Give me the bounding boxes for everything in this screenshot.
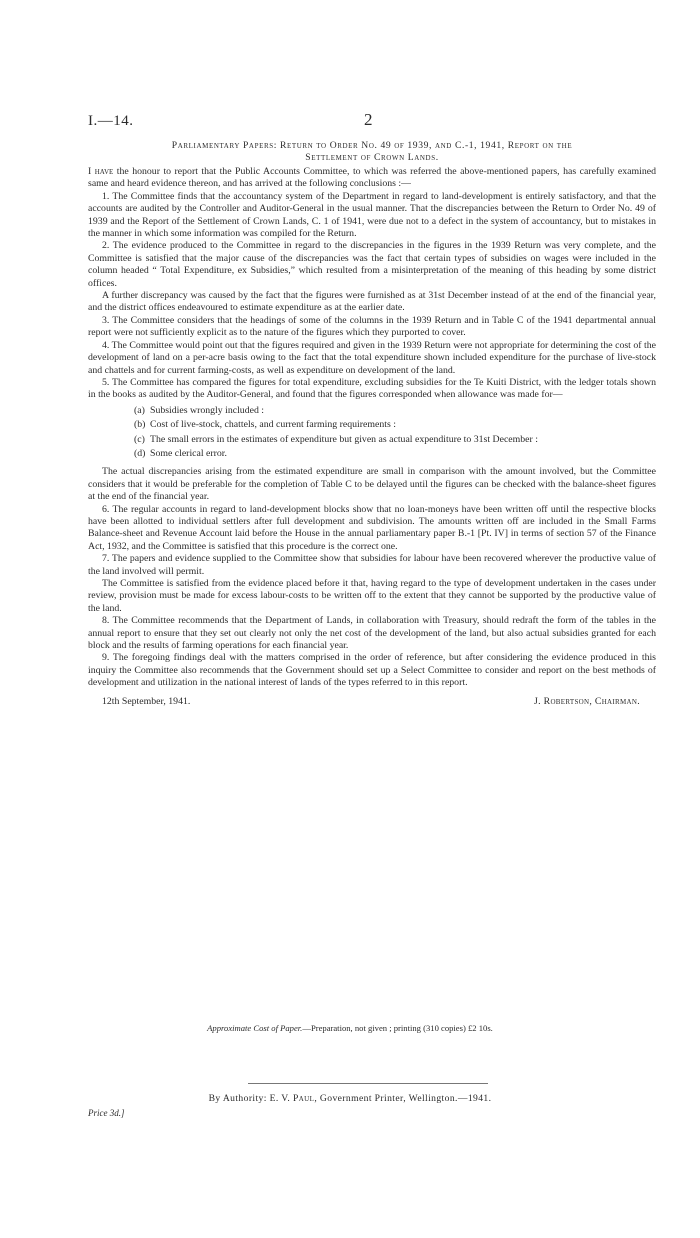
list-item-label: (b) xyxy=(134,419,146,431)
list-item-text: Cost of live-stock, chattels, and current farming requirements : xyxy=(150,419,396,431)
list-item-text: Some clerical error. xyxy=(150,447,227,459)
paragraph-7: 7. The papers and evidence supplied to the Committee show that subsidies for labour have been recovered wherever the productive value of the land involved will permit. xyxy=(88,553,656,577)
paragraph-8: 8. The Committee recommends that the Department of Lands, in collaboration with Treasury, should redraft the form of the tables in the annual report to ensure that they set out clearly not only the net cost of the development of the land, but also actual subsidies granted for each block and the results of farming operations for each financial year. xyxy=(88,615,656,652)
paragraph-1: 1. The Committee finds that the accountancy system of the Department in regard to land-development is entirely satisfactory, and that the accounts are audited by the Controller and Auditor-General in the usual manner. That the discrepancies between the Return to Order No. 49 of 1939 and the Report of the Settlement of Crown Lands, C. 1 of 1941, were due not to a defect in the system of accountancy, but to mistakes in the manner in which some information was compiled for the Return. xyxy=(88,190,656,240)
paragraph-9: 9. The foregoing findings deal with the matters comprised in the order of reference, but after considering the evidence produced in this inquiry the Committee also recommends that the Government should set up a Select Committee to consider and report on the best methods of development and utilization in the national interest of lands of the types referred to in this report. xyxy=(88,652,656,689)
cost-label: Approximate Cost of Paper. xyxy=(207,1023,303,1033)
printer-authority xyxy=(0,1093,700,1104)
heading-line-1: Parliamentary Papers: Return to Order No. 49 of 1939, and C.-1, 1941, Report on the xyxy=(171,140,573,151)
list-item-label: (c) xyxy=(134,433,145,445)
list-item-label: (d) xyxy=(134,447,146,459)
cost-text: —Preparation, not given ; printing (310 copies) £2 10s. xyxy=(302,1023,493,1033)
authority-rest: Government Printer, Wellington.—1941. xyxy=(317,1093,492,1104)
intro-rest: the honour to report that the Public Accounts Committee, to which was referred the above-mentioned papers, has carefully examined same and heard evidence thereon, and has arrived at the following conclusions :— xyxy=(88,166,656,190)
printer-name: E. V. Paul, xyxy=(269,1093,318,1104)
intro-lead: I have xyxy=(88,166,114,177)
list-item-label: (a) xyxy=(134,404,145,416)
footer-rule xyxy=(248,1083,488,1084)
document-heading xyxy=(88,140,656,164)
page-number: 2 xyxy=(364,110,373,129)
paragraph-6: 6. The regular accounts in regard to land-development blocks show that no loan-moneys have been written off until the respective blocks have been allotted to individual settlers after full development and subdivision. The amounts written off are included in the Small Farms Balance-sheet and Revenue Account laid before the House in the annual parliamentary paper B.-1 [Pt. IV] in terms of section 57 of the Finance Act, 1932, and the Committee is satisfied that this procedure is the correct one. xyxy=(88,503,656,552)
authority-lead: By Authority: xyxy=(208,1093,270,1104)
intro-paragraph xyxy=(88,166,656,191)
paragraph-5: 5. The Committee has compared the figures for total expenditure, excluding subsidies for the Te Kuiti District, with the ledger totals shown in the books as audited by the Auditor-General, and found that the figures corresponded when allowance was made for— xyxy=(88,376,656,401)
paragraph-3: 3. The Committee considers that the headings of some of the columns in the 1939 Return and in Table C of the 1941 departmental annual report were not sufficiently explicit as to the nature of the figures which they purported to cover. xyxy=(88,314,656,339)
list-item xyxy=(134,419,656,431)
paragraph-4: 4. The Committee would point out that the figures required and given in the 1939 Return were not appropriate for determining the cost of the development of land on a per-acre basis owing to the fact that the total expenditure shown included expenditure for the purchase of live-stock and chattels and for current farming-costs, as well as expenditure on development of the land. xyxy=(88,339,656,376)
list-item xyxy=(134,448,656,460)
paragraph-2-continued: A further discrepancy was caused by the fact that the figures were furnished as at 31st December instead of at the end of the financial year, and the district offices endeavoured to estimate expenditure as at the earlier date. xyxy=(88,290,656,314)
list-item xyxy=(134,405,656,417)
paragraph-7-continued: The Committee is satisfied from the evidence placed before it that, having regard to the type of development undertaken in the cases under review, provision must be made for excess labour-costs to be written off to the extent that they cannot be supported by the productive value of the land. xyxy=(88,578,656,614)
signature-row xyxy=(88,696,656,708)
price-note: Price 3d.] xyxy=(88,1108,125,1118)
paper-reference: I.—14. xyxy=(88,113,134,129)
chairman-signature: J. Robertson, Chairman. xyxy=(534,695,640,707)
list-item-text: The small errors in the estimates of expenditure but given as actual expenditure to 31st December : xyxy=(150,433,538,445)
report-date: 12th September, 1941. xyxy=(102,695,191,707)
cost-of-paper xyxy=(0,1023,700,1033)
paragraph-5-continued: The actual discrepancies arising from the estimated expenditure are small in comparison with the amount involved, but the Committee considers that it would be preferable for the completion of Table C to be delayed until the figures can be checked with the balance-sheet figures at the end of the financial year. xyxy=(88,466,656,503)
paragraph-2: 2. The evidence produced to the Committee in regard to the discrepancies in the figures in the 1939 Return was very complete, and the Committee is satisfied that the major cause of the discrepancies was the fact that certain types of subsidies on wages were included in the column headed “ Total Expenditure, ex Subsidies,” which resulted from a misinterpretation of the meaning of this heading by some district offices. xyxy=(88,240,656,289)
heading-line-2: Settlement of Crown Lands. xyxy=(305,152,439,163)
allowance-list xyxy=(88,405,656,461)
list-item xyxy=(134,434,656,446)
report-body xyxy=(88,166,656,708)
list-item-text: Subsidies wrongly included : xyxy=(150,404,265,416)
